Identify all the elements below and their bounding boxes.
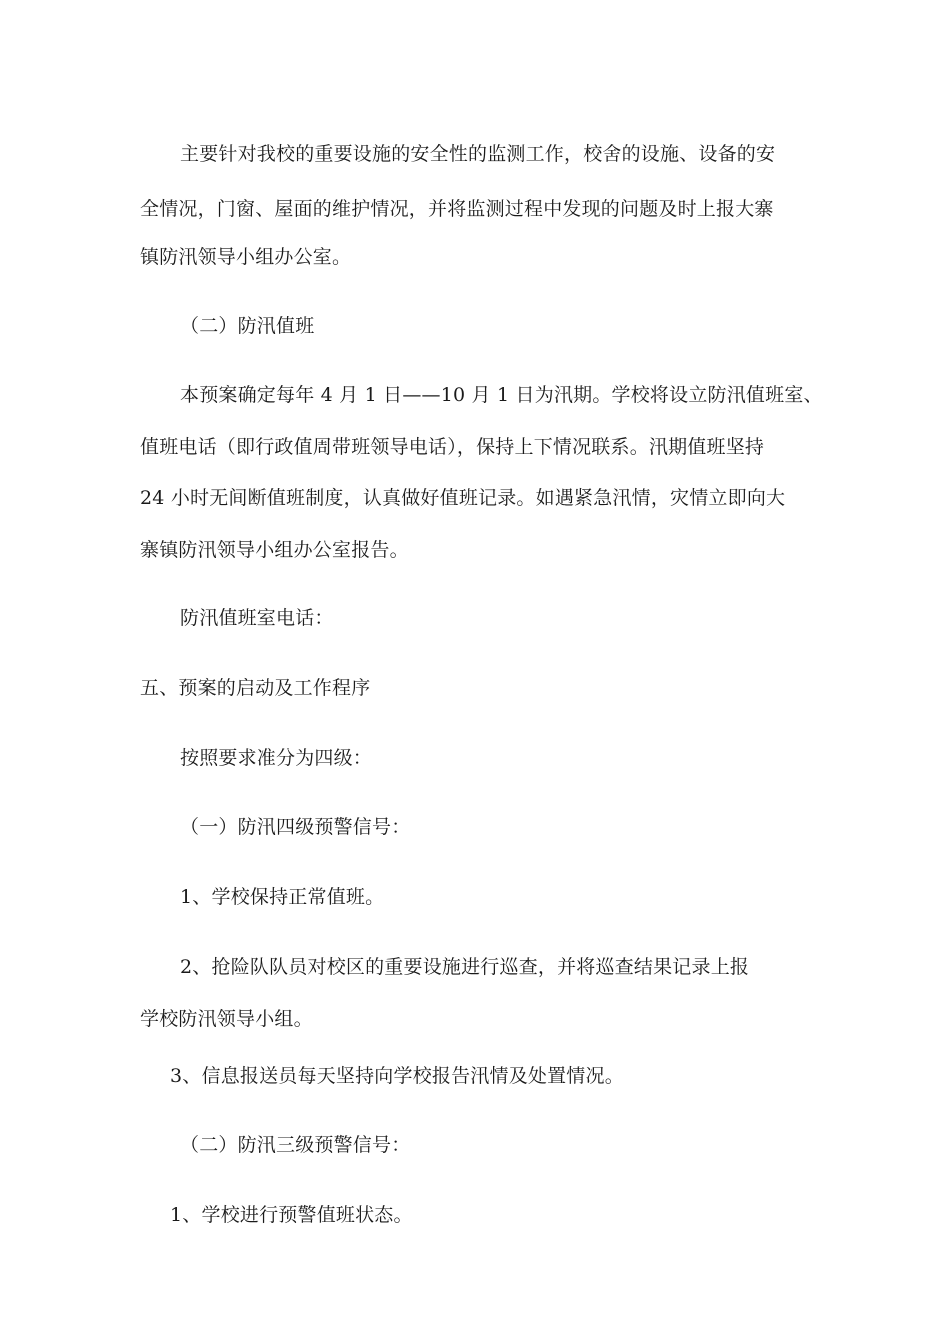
levels-intro: 按照要求准分为四级： xyxy=(180,747,373,769)
level-four-item-3: 3、信息报送员每天坚持向学校报告汛情及处置情况。 xyxy=(170,1065,624,1087)
paragraph-monitoring-line-2: 全情况，门窗、屋面的维护情况，并将监测过程中发现的问题及时上报大寨 xyxy=(140,198,774,220)
paragraph-flood-season-line-4: 寨镇防汛领导小组办公室报告。 xyxy=(140,539,409,561)
level-four-title: （一）防汛四级预警信号： xyxy=(180,816,411,838)
paragraph-flood-season-line-2: 值班电话（即行政值周带班领导电话），保持上下情况联系。汛期值班坚持 xyxy=(140,436,765,458)
level-four-item-1: 1、学校保持正常值班。 xyxy=(180,886,385,908)
paragraph-flood-season-line-3: 24 小时无间断值班制度，认真做好值班记录。如遇紧急汛情，灾情立即向大 xyxy=(140,487,786,509)
paragraph-monitoring-line-1: 主要针对我校的重要设施的安全性的监测工作，校舍的设施、设备的安 xyxy=(180,143,776,165)
paragraph-monitoring-line-3: 镇防汛领导小组办公室。 xyxy=(140,246,352,268)
level-three-title: （二）防汛三级预警信号： xyxy=(180,1134,411,1156)
level-four-item-2-line-1: 2、抢险队队员对校区的重要设施进行巡查，并将巡查结果记录上报 xyxy=(180,956,750,978)
heading-flood-duty: （二）防汛值班 xyxy=(180,315,315,337)
paragraph-flood-season-line-1: 本预案确定每年 4 月 1 日——10 月 1 日为汛期。学校将设立防汛值班室、 xyxy=(180,384,823,406)
level-three-item-1: 1、学校进行预警值班状态。 xyxy=(170,1204,413,1226)
level-four-item-2-line-2: 学校防汛领导小组。 xyxy=(140,1008,313,1030)
duty-phone-label: 防汛值班室电话： xyxy=(180,607,334,629)
section-five-title: 五、预案的启动及工作程序 xyxy=(140,677,371,699)
